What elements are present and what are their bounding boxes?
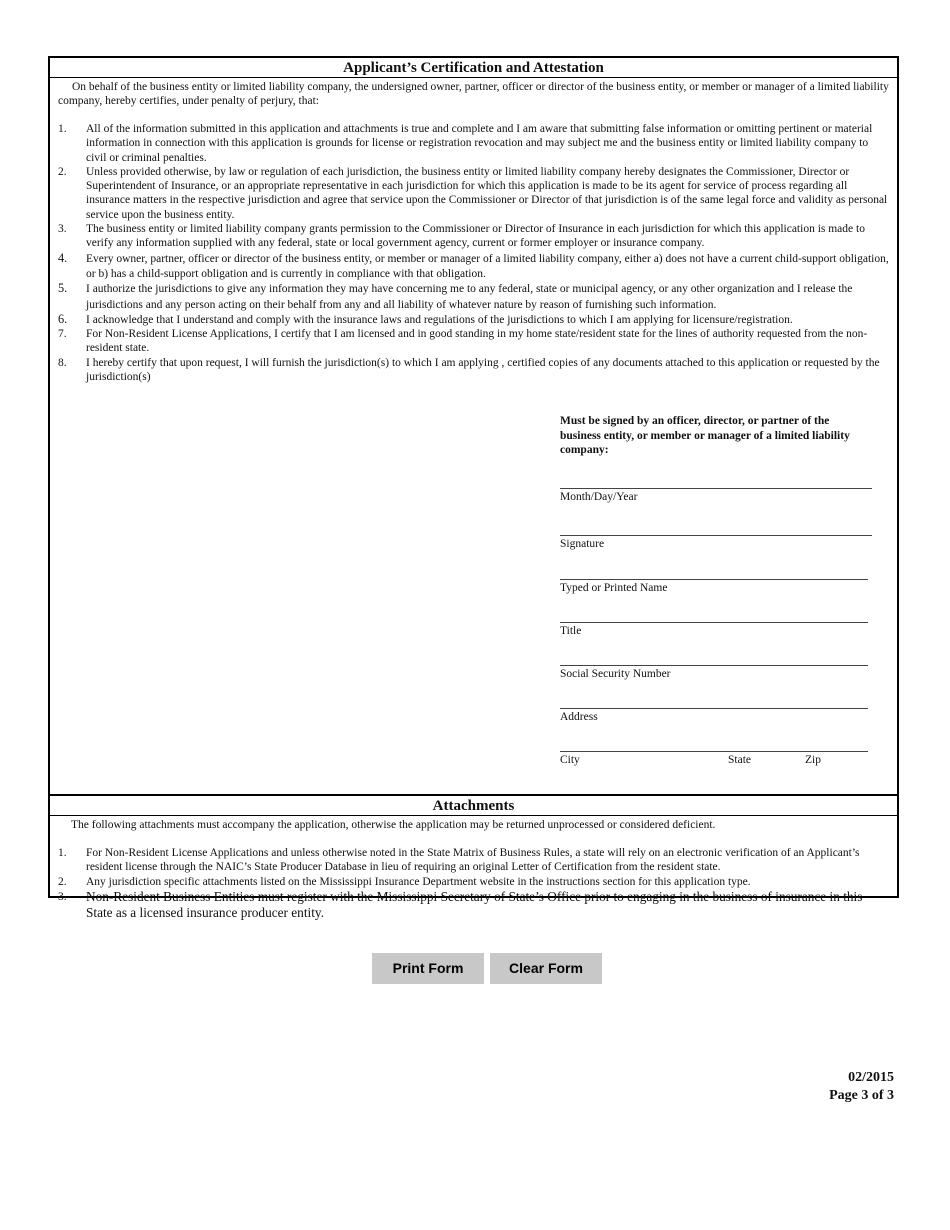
list-item — [58, 889, 889, 921]
ssn-field[interactable] — [560, 647, 872, 690]
title-field[interactable] — [560, 604, 872, 647]
list-item — [58, 281, 889, 312]
item-text: Every owner, partner, officer or director of the business entity, or member or manager of a limited liability company, either a) does not have a current child-support obligation, or b) has a child-support obligation and is currently in compliance with that obligation. — [86, 252, 889, 280]
signature-instructions: Must be signed by an officer, director, or partner of the business entity, or member or manager of a limited liability company: — [560, 415, 850, 456]
item-text: I authorize the jurisdictions to give any information they may have concerning me to any federal, state or municipal agency, or any other organization and I release the jurisdictions and any person acting on their behalf from any and all liability of whatever nature by reason of furnishing such information. — [86, 283, 853, 311]
list-item — [58, 122, 889, 165]
item-number: 3. — [58, 223, 67, 236]
attachments-list — [50, 846, 897, 921]
list-item — [58, 312, 889, 327]
item-number: 7. — [58, 328, 67, 341]
list-item — [58, 251, 889, 282]
attachments-intro: The following attachments must accompany the application, otherwise the application may be returned unprocessed or considered deficient. — [71, 819, 716, 831]
page-number: Page 3 of 3 — [829, 1088, 894, 1103]
attachments-title: Attachments — [50, 794, 897, 816]
list-item — [58, 222, 889, 251]
item-number: 8. — [58, 356, 67, 369]
item-text: The business entity or limited liability company grants permission to the Commissioner or Director of Insurance in each jurisdiction for which this application is made to verify any information supplied with any federal, state or local government agency, current or former employer or insurance company. — [86, 223, 865, 250]
revision-date: 02/2015 — [848, 1070, 894, 1085]
signature-line — [560, 535, 872, 536]
form-buttons — [372, 953, 608, 984]
certification-list — [50, 122, 897, 384]
ssn-label: Social Security Number — [560, 667, 671, 680]
item-text: Any jurisdiction specific attachments listed on the Mississippi Insurance Department website in the instructions section for this application type. — [86, 875, 751, 888]
page-footer — [829, 1069, 894, 1105]
printed-name-field[interactable] — [560, 561, 872, 604]
city-state-zip-field[interactable] — [560, 733, 872, 776]
address-field[interactable] — [560, 690, 872, 733]
list-item — [58, 165, 889, 222]
list-item — [58, 327, 889, 356]
zip-label: Zip — [805, 753, 821, 766]
address-line — [560, 708, 868, 709]
printed-name-label: Typed or Printed Name — [560, 581, 668, 594]
title-line — [560, 622, 868, 623]
item-number: 4. — [58, 250, 68, 265]
item-text: I hereby certify that upon request, I will furnish the jurisdiction(s) to which I am applying , certified copies of any documents attached to this application or requested by the jurisdiction(s) — [86, 356, 880, 384]
item-text: For Non-Resident License Applications, I certify that I am licensed and in good standing in my home state/resident state for the lines of authority requested from the non-resident state. — [86, 328, 868, 355]
date-label: Month/Day/Year — [560, 490, 638, 503]
item-text: I acknowledge that I understand and comply with the insurance laws and regulations of the jurisdictions to which I am applying for licensure/registration. — [86, 313, 793, 326]
item-number: 5. — [58, 281, 68, 296]
state-label: State — [728, 753, 751, 766]
list-item — [58, 356, 889, 385]
list-item — [58, 875, 889, 889]
date-line — [560, 488, 872, 489]
item-number: 1. — [58, 123, 67, 135]
certification-title: Applicant’s Certification and Attestation — [50, 58, 897, 78]
item-number: 6. — [58, 311, 68, 326]
printed-name-line — [560, 579, 868, 580]
item-number: 2. — [58, 165, 67, 178]
ssn-line — [560, 665, 868, 666]
city-state-zip-line — [560, 751, 868, 752]
date-field[interactable] — [560, 470, 872, 517]
clear-form-button[interactable]: Clear Form — [490, 953, 602, 984]
item-number: 2. — [58, 875, 67, 888]
form-sheet — [48, 56, 899, 920]
certification-body — [50, 78, 897, 794]
title-label: Title — [560, 624, 582, 637]
print-form-button[interactable]: Print Form — [372, 953, 484, 984]
item-text: All of the information submitted in this application and attachments is true and complete and I am aware that submitting false information or omitting pertinent or material information in connection with this application is grounds for license or registration revocation and may subject me and the business entity or limited liability company to civil or criminal penalties. — [86, 123, 873, 164]
item-text: Non-Resident Business Entities must register with the Mississippi Secretary of State’s Office prior to engaging in the business of insurance in this State as a licensed insurance producer entity. — [86, 888, 863, 920]
address-label: Address — [560, 710, 598, 723]
signature-label: Signature — [560, 537, 605, 550]
certification-intro: On behalf of the business entity or limited liability company, the undersigned owner, partner, officer or director of the business entity, or member or manager of a limited liability company, hereby certifies, under penalty of perjury, that: — [58, 81, 889, 107]
item-number: 1. — [58, 847, 67, 859]
signature-field[interactable] — [560, 517, 872, 561]
signature-block — [560, 414, 872, 776]
list-item — [58, 846, 889, 875]
item-text: For Non-Resident License Applications and unless otherwise noted in the State Matrix of Business Rules, a state will rely on an electronic verification of an Applicant’s resident license through the NAIC’s State Producer Database in lieu of requiring an original Letter of Certification from the resident state. — [86, 847, 860, 874]
item-text: Unless provided otherwise, by law or regulation of each jurisdiction, the business entity or limited liability company hereby designates the Commissioner, Director or Superintendent of Insurance, or an appropriate representative in each jurisdiction for which this application is made to be its agent for service of process regarding all insurance matters in the respective jurisdiction and agree that service upon the Commissioner or Director of that jurisdiction is of the same legal force and validity as personal service upon the business entity. — [86, 165, 888, 221]
item-number: 3. — [58, 890, 67, 903]
city-label: City — [560, 753, 580, 766]
